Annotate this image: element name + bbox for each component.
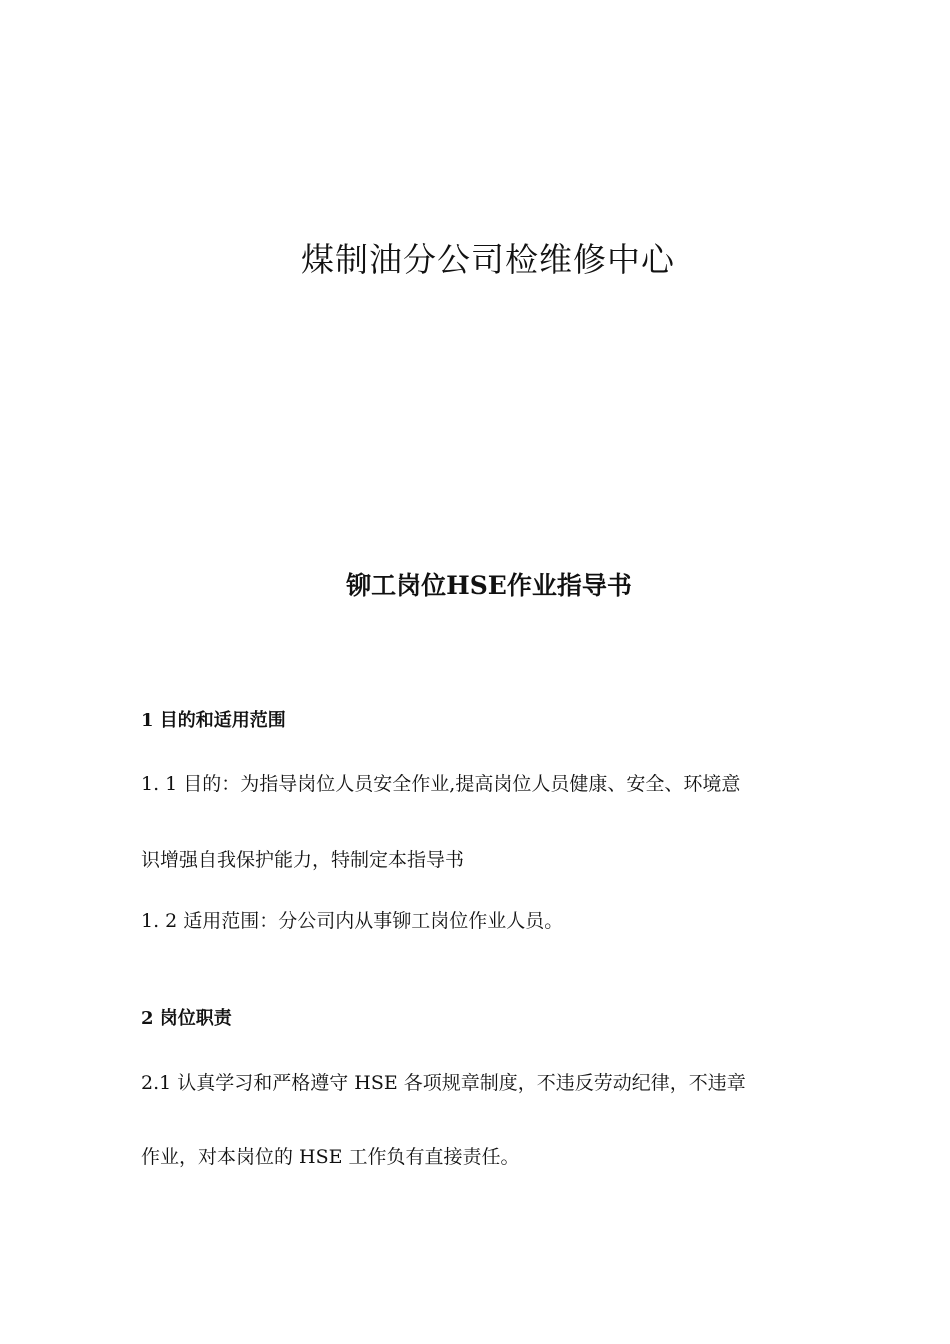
document-title: 铆工岗位HSE作业指导书 (346, 571, 632, 600)
section-heading-responsibilities: 2 岗位职责 (141, 1008, 232, 1029)
paragraph-purpose-line-1: 1. 1 目的：为指导岗位人员安全作业,提高岗位人员健康、安全、环境意 (141, 773, 741, 795)
organization-title: 煤制油分公司检维修中心 (301, 240, 675, 279)
paragraph-responsibility-line-2: 作业，对本岗位的 HSE 工作负有直接责任。 (141, 1146, 520, 1168)
paragraph-responsibility-line-1: 2.1 认真学习和严格遵守 HSE 各项规章制度，不违反劳动纪律，不违章 (141, 1072, 746, 1094)
paragraph-scope: 1. 2 适用范围：分公司内从事铆工岗位作业人员。 (141, 910, 564, 932)
section-heading-purpose-scope: 1 目的和适用范围 (141, 710, 286, 731)
paragraph-purpose-line-2: 识增强自我保护能力，特制定本指导书 (141, 849, 465, 871)
